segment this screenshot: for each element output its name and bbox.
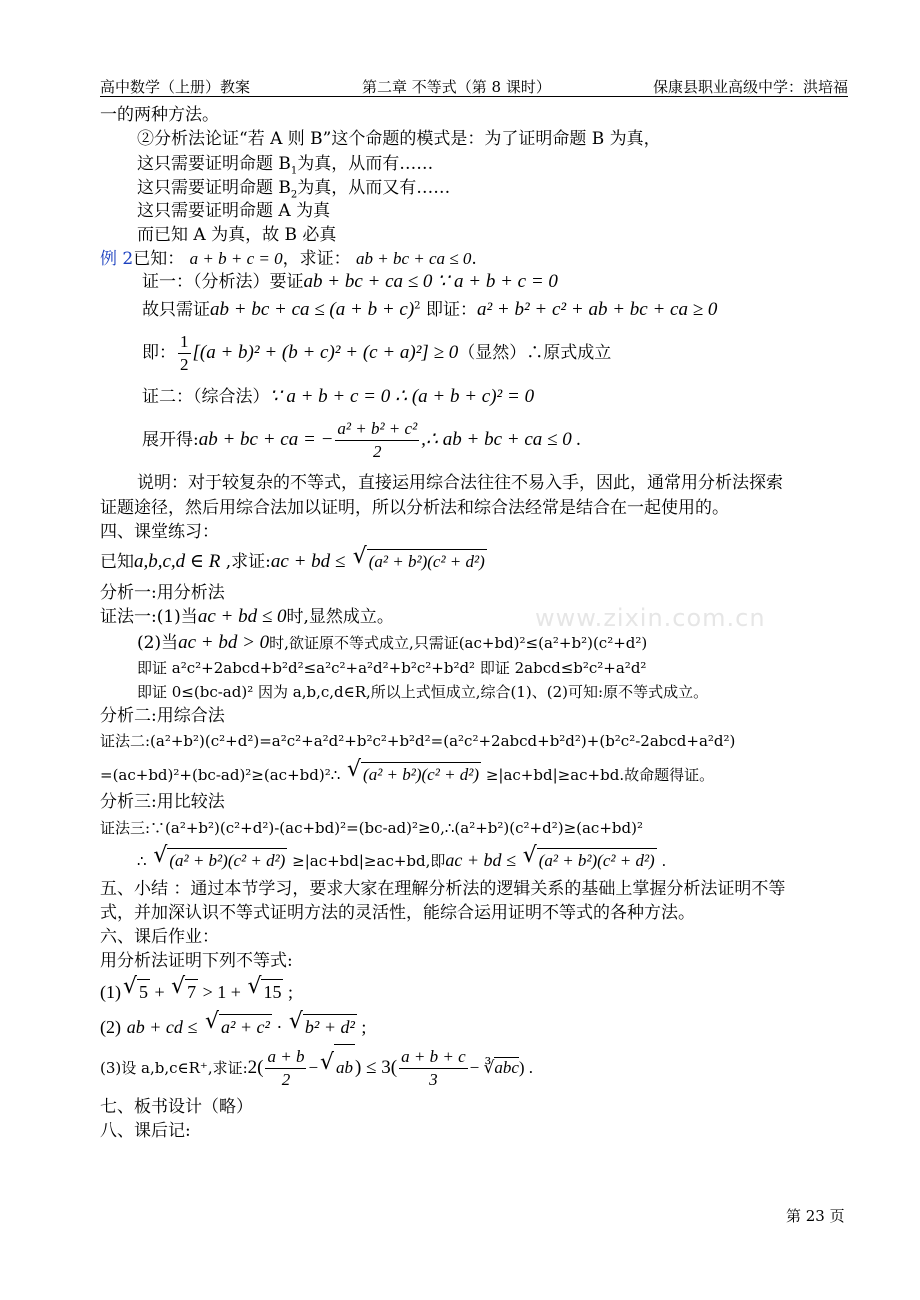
method1-2b: 时,欲证原不等式成立,只需证(ac+bd)²≤(a²+b²)(c²+d²) xyxy=(269,634,648,652)
p2-r2: b² + d² xyxy=(303,1014,357,1038)
example2-expand xyxy=(142,418,581,463)
iff-expr: a² + b² + c² + ab + bc + ca ≥ 0 xyxy=(476,299,718,320)
example2-statement: 例 2已知： a + b + c = 0，求证： ab + bc + ca ≤ 0. xyxy=(100,249,477,269)
method1-line-1 xyxy=(100,606,394,628)
summary-line-2: 式，并加深认识不等式证明方法的灵活性，能综合运用证明不等式的各种方法。 xyxy=(100,903,695,923)
intro-line-3-tail: 为真，从而有…… xyxy=(297,154,434,174)
method3-sqrt-1 xyxy=(153,848,287,872)
page-header xyxy=(100,76,848,97)
p3-den1: 2 xyxy=(281,1070,291,1089)
practice-sqrt xyxy=(353,549,487,573)
intro-line-3 xyxy=(137,153,433,175)
header-center: 第二章 不等式（第 8 课时） xyxy=(362,78,551,96)
p1-mid: > 1 + xyxy=(198,982,246,1002)
p1-r3: 15 xyxy=(261,979,283,1003)
analysis-1: 分析一:用分析法 xyxy=(100,583,225,603)
p3-label: (3)设 a,b,c∈R⁺,求证: xyxy=(100,1059,248,1077)
practice-lhs: ac + bd ≤ xyxy=(270,551,346,572)
method3-line-2 xyxy=(137,848,666,872)
p1-r2: 7 xyxy=(185,979,198,1003)
half-den: 2 xyxy=(180,355,189,374)
p3-d: − ∛ xyxy=(469,1058,495,1077)
example2-sep: ，求证： xyxy=(282,249,351,269)
intro-line-3-text: 这只需要证明命题 B xyxy=(137,154,291,174)
example2-half xyxy=(142,331,611,376)
example2-goal: ab + bc + ca ≤ 0 xyxy=(356,249,472,268)
example2-given: 已知： xyxy=(133,249,185,269)
p2-dot: · xyxy=(271,1017,287,1037)
iff-label: 即证： xyxy=(420,300,477,320)
practice-given: 已知 xyxy=(100,552,134,572)
p3-r2: abc xyxy=(494,1058,519,1077)
p3-frac-2 xyxy=(399,1046,468,1091)
expand-label: 展开得: xyxy=(142,430,199,450)
need-label: 故只需证 xyxy=(142,300,210,320)
header-right: 保康县职业高级中学：洪培福 xyxy=(652,78,848,96)
intro-line-3-sub: 1 xyxy=(290,165,298,177)
practice-prove: ,求证: xyxy=(220,552,271,572)
homework-problem-3 xyxy=(100,1044,533,1091)
after-class-notes: 八、课后记: xyxy=(100,1121,191,1141)
p2-lhs: ab + cd ≤ xyxy=(126,1017,198,1037)
method3-radicand-1: (a² + b²)(c² + d²) xyxy=(167,848,287,872)
example2-proof2 xyxy=(142,386,534,408)
intro-line-4-tail: 为真，从而又有…… xyxy=(297,178,451,198)
p2-sqrt-2 xyxy=(289,1014,357,1038)
homework-intro: 用分析法证明下列不等式: xyxy=(100,951,293,971)
watermark: www.zixin.com.cn xyxy=(535,604,766,632)
proof1-label: 证一：（分析法）要证 xyxy=(142,272,304,292)
need-sup: 2 xyxy=(414,300,421,312)
page-number: 第 23 页 xyxy=(786,1207,845,1225)
p3-a: 2( xyxy=(247,1057,264,1078)
method3-2d: . xyxy=(656,852,667,870)
p1-sqrt-15 xyxy=(247,979,283,1003)
method1-line-4: 即证 0≤(bc-ad)² 因为 a,b,c,d∈R,所以上式恒成立,综合(1)、(2)可知:原不等式成立。 xyxy=(137,683,709,701)
method2-radicand: (a² + b²)(c² + d²) xyxy=(361,762,481,786)
half-note: （显然）∴原式成立 xyxy=(458,343,612,363)
p2-sqrt-1 xyxy=(205,1014,272,1038)
p3-b: − xyxy=(308,1058,319,1077)
p3-num1: a + b xyxy=(265,1046,306,1069)
p3-r1: ab xyxy=(334,1044,355,1090)
p1-end: ; xyxy=(283,982,293,1002)
p1-sqrt-5 xyxy=(123,979,150,1003)
board-design: 七、板书设计（略） xyxy=(100,1097,253,1117)
p2-label: (2) xyxy=(100,1017,121,1037)
intro-line-1: 一的两种方法。 xyxy=(100,105,219,125)
p2-r1: a² + c² xyxy=(219,1014,272,1038)
intro-line-4-text: 这只需要证明命题 B xyxy=(137,178,291,198)
method2-line-2 xyxy=(100,762,714,786)
method2-line-1: 证法二:(a²+b²)(c²+d²)=a²c²+a²d²+b²c²+b²d²=(a²c²+2abcd+b²d²)+(b²c²-2abcd+a²d²) xyxy=(100,732,736,750)
intro-line-4 xyxy=(137,177,450,199)
homework-problem-2 xyxy=(100,1014,366,1039)
p3-c: ) ≤ 3( xyxy=(355,1057,398,1078)
p3-num2: a + b + c xyxy=(399,1046,468,1069)
half-fraction xyxy=(178,331,191,376)
method3-2a: ∴ xyxy=(137,852,147,870)
note-line-1: 说明：对于较复杂的不等式，直接运用综合法往往不易入手，因此，通常用分析法探索 xyxy=(137,473,783,493)
proof2-label: 证二：（综合法） xyxy=(142,387,270,407)
p1-r1: 5 xyxy=(137,979,150,1003)
expand-tail: ,∴ ab + bc + ca ≤ 0 . xyxy=(421,429,582,450)
proof1-expr: ab + bc + ca ≤ 0 ∵ a + b + c = 0 xyxy=(303,271,558,292)
p3-e: ) . xyxy=(518,1058,534,1077)
p1-label: (1) xyxy=(100,982,121,1002)
p2-end: ; xyxy=(356,1017,367,1037)
method1-b: 时,显然成立。 xyxy=(286,607,394,627)
half-expr: [(a + b)² + (b + c)² + (c + a)²] ≥ 0 xyxy=(192,342,459,363)
method1-2expr: ac + bd > 0 xyxy=(178,632,270,653)
expand-lhs: ab + bc + ca = − xyxy=(198,429,334,450)
note-line-2: 证题途径，然后用综合法加以证明，所以分析法和综合法经常是结合在一起使用的。 xyxy=(100,498,729,518)
summary-line-1: 五、小结 ：通过本节学习，要求大家在理解分析法的逻辑关系的基础上掌握分析法证明不等 xyxy=(100,879,786,899)
example2-label: 例 2 xyxy=(100,249,134,269)
expand-num: a² + b² + c² xyxy=(335,418,419,441)
p3-den2: 3 xyxy=(429,1070,438,1089)
expand-fraction xyxy=(335,418,419,463)
p1-sqrt-7 xyxy=(171,979,198,1003)
p3-sqrt-ab xyxy=(320,1044,355,1090)
example2-need xyxy=(142,299,717,321)
half-num: 1 xyxy=(178,331,191,354)
method3-2c: ac + bd ≤ xyxy=(445,850,516,870)
expand-den: 2 xyxy=(373,442,382,461)
method1-a: 证法一:(1)当 xyxy=(100,607,198,627)
method1-2a: (2)当 xyxy=(137,633,179,653)
half-label: 即： xyxy=(142,343,176,363)
method3-2b: ≥|ac+bd|≥ac+bd,即 xyxy=(292,852,446,870)
practice-problem xyxy=(100,549,487,573)
method3-line-1: 证法三:∵(a²+b²)(c²+d²)-(ac+bd)²=(bc-ad)²≥0,∴(a²+b²)(c²+d²)≥(ac+bd)² xyxy=(100,819,643,837)
method3-sqrt-2 xyxy=(523,848,657,872)
method2-2b: ≥|ac+bd|≥ac+bd.故命题得证。 xyxy=(485,766,715,784)
method2-sqrt xyxy=(347,762,481,786)
intro-line-2: ②分析法论证“若 A 则 B”这个命题的模式是：为了证明命题 B 为真， xyxy=(137,129,661,149)
proof2-expr: ∵ a + b + c = 0 ∴ (a + b + c)² = 0 xyxy=(269,386,535,407)
need-expr: ab + bc + ca ≤ (a + b + c) xyxy=(210,299,415,320)
method2-2a: =(ac+bd)²+(bc-ad)²≥(ac+bd)²∴ xyxy=(100,766,341,784)
practice-radicand: (a² + b²)(c² + d²) xyxy=(367,549,487,573)
example2-proof1 xyxy=(142,271,558,293)
p3-frac-1 xyxy=(265,1046,306,1091)
homework-heading: 六、课后作业： xyxy=(100,927,219,947)
intro-line-6: 而已知 A 为真，故 B 必真 xyxy=(137,225,337,245)
practice-heading: 四、课堂练习： xyxy=(100,522,219,542)
method1-line-2 xyxy=(137,632,647,654)
method1-line-3: 即证 a²c²+2abcd+b²d²≤a²c²+a²d²+b²c²+b²d² 即证 2abcd≤b²c²+a²d² xyxy=(137,659,647,677)
analysis-3: 分析三:用比较法 xyxy=(100,792,225,812)
analysis-2: 分析二:用综合法 xyxy=(100,706,225,726)
method3-radicand-2: (a² + b²)(c² + d²) xyxy=(537,848,657,872)
practice-vars: a,b,c,d ∈ R xyxy=(134,551,221,572)
intro-line-4-sub: 2 xyxy=(290,189,298,201)
header-left: 高中数学（上册）教案 xyxy=(100,78,251,96)
example2-condition: a + b + c = 0 xyxy=(189,249,283,268)
method1-expr: ac + bd ≤ 0 xyxy=(197,606,287,627)
p1-plus: + xyxy=(150,982,170,1002)
intro-line-5: 这只需要证明命题 A 为真 xyxy=(137,201,331,221)
homework-problem-1 xyxy=(100,979,293,1003)
